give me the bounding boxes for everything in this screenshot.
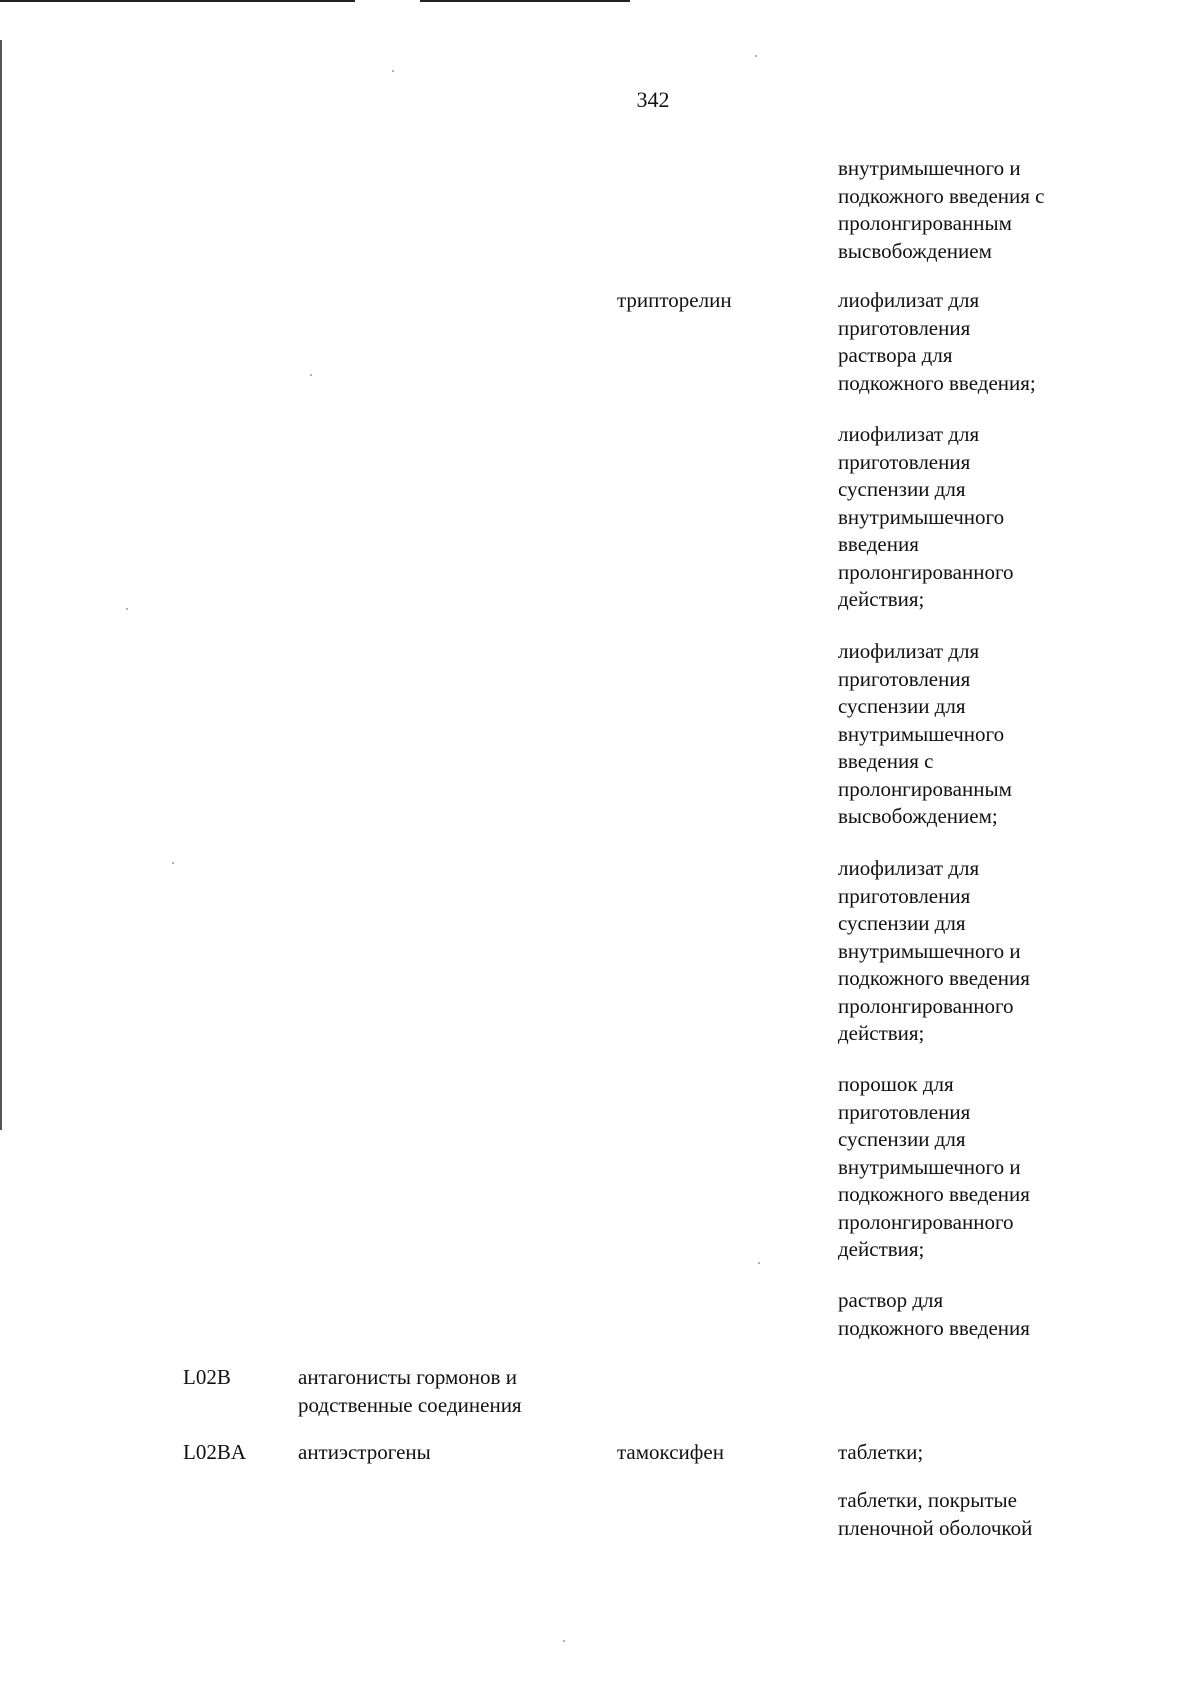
scan-speck (563, 1640, 565, 1642)
form-line: порошок для (838, 1072, 954, 1096)
scan-left-edge (0, 40, 2, 1130)
form-line: пролонгированным (838, 211, 1012, 235)
scan-speck (392, 70, 394, 72)
dosage-form-3 (838, 638, 1138, 831)
form-line: внутримышечного и (838, 938, 1021, 963)
form-line: суспензии для (838, 694, 966, 718)
form-line: раствор для (838, 1288, 944, 1312)
atc-code-l02ba: L02BA (183, 1440, 246, 1464)
form-line: приготовления (838, 666, 971, 691)
form-line: высвобождением (838, 238, 992, 263)
form-line: подкожного введения с (838, 183, 1045, 208)
scan-speck (126, 608, 128, 610)
atc-code-l02b: L02B (183, 1365, 231, 1389)
form-line: лиофилизат для (838, 288, 980, 312)
drug-name-tamoxifen: тамоксифен (617, 1440, 724, 1464)
form-line: действия; (838, 587, 925, 611)
scan-top-rule-right (420, 0, 630, 2)
scan-speck (758, 1262, 760, 1264)
scan-speck (310, 374, 312, 376)
form-line: подкожного введения (838, 1182, 1030, 1206)
dosage-form-tamoxifen-2 (838, 1487, 1138, 1542)
page-number: 342 (636, 87, 670, 112)
form-line: раствора для (838, 343, 953, 367)
atc-group-name-l02b (298, 1364, 608, 1419)
form-line: таблетки, покрытые (838, 1488, 1017, 1512)
form-line: лиофилизат для (838, 422, 980, 446)
scan-speck (172, 862, 174, 864)
form-line: суспензии для (838, 911, 966, 935)
form-line: высвобождением; (838, 804, 998, 828)
dosage-form-2 (838, 421, 1138, 614)
form-line: внутримышечного и (838, 156, 1021, 180)
scan-speck (755, 55, 757, 57)
form-line: приготовления (838, 315, 971, 340)
scan-top-rule-left (0, 0, 355, 2)
form-line: пролонгированным (838, 776, 1012, 801)
form-line: пролонгированного (838, 1209, 1014, 1234)
form-line: введения с (838, 749, 934, 773)
dosage-form-6 (838, 1287, 1138, 1342)
form-line: приготовления (838, 883, 971, 908)
group-name-line: антагонисты гормонов и (298, 1365, 517, 1389)
form-line: лиофилизат для (838, 639, 980, 663)
form-line: суспензии для (838, 477, 966, 501)
dosage-form-4 (838, 855, 1138, 1048)
form-line: внутримышечного (838, 504, 1005, 529)
form-line: приготовления (838, 449, 971, 474)
form-line: пролонгированного (838, 993, 1014, 1018)
form-line: приготовления (838, 1099, 971, 1124)
continuation-dosage-form (838, 155, 1138, 265)
form-line: подкожного введения; (838, 370, 1036, 395)
form-line: суспензии для (838, 1127, 966, 1151)
form-line: действия; (838, 1237, 925, 1261)
form-line: действия; (838, 1021, 925, 1045)
form-line: пролонгированного (838, 559, 1014, 584)
form-line: внутримышечного (838, 721, 1005, 746)
form-line: подкожного введения (838, 966, 1030, 990)
form-line: введения (838, 532, 919, 556)
group-name-line: родственные соединения (298, 1392, 522, 1417)
form-line: пленочной оболочкой (838, 1515, 1033, 1540)
drug-name-triptorelin: трипторелин (617, 288, 732, 312)
form-line: лиофилизат для (838, 856, 980, 880)
dosage-form-tamoxifen-1 (838, 1439, 1138, 1467)
form-line: подкожного введения (838, 1315, 1030, 1340)
atc-group-name-l02ba: антиэстрогены (298, 1440, 431, 1464)
dosage-form-5 (838, 1071, 1138, 1264)
form-line: внутримышечного и (838, 1154, 1021, 1179)
form-line: таблетки; (838, 1440, 924, 1464)
dosage-form-1 (838, 287, 1138, 397)
